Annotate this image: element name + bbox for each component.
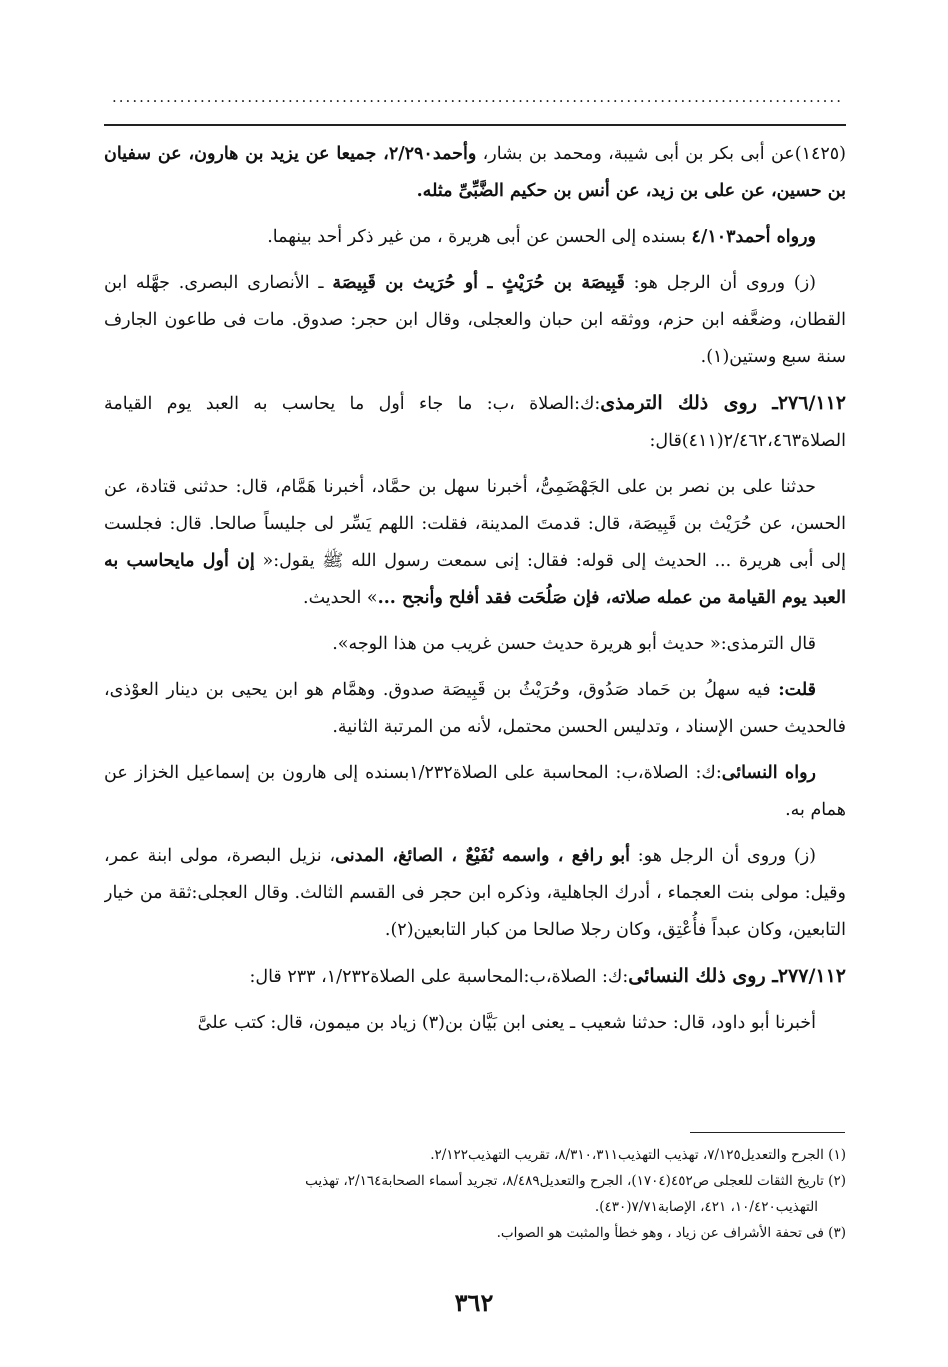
text-run-bold: رواه النسائى [721,763,816,783]
narrator-name: أبو رافع ، واسمه نُفَيْعٌ ، الصائغ، المدنى [335,846,630,866]
paragraph-abu-rafi [104,838,846,949]
text-run: » الحديث. [303,588,378,608]
paragraph-tirmidhi: قال الترمذى:« حديث أبو هريرة حديث حسن غريب من هذا الوجه». [332,634,816,654]
text-run: حدثنا على بن نصر بن على الجَهْضَمِىُّ، أخبرنا سهل بن حمَّاد، أخبرنا هَمَّام، قال: حدثنى قتادة، عن الحسن، عن حُرَيْث بن قَبِيصَة، قال: قدمتَ المدينة، فقلت: اللهم يَسِّر لى جليساً صالحا. قال: فجلست إلى أبى هريرة ... الحديث إلى قوله: فقال: إنى سمعت رسول الله ﷺ يقول:« [104,477,846,571]
text-run: فيه سهلُ بن حَماد صَدُوق، وحُرَيْثُ بن قَبِيصَة صدوق. وهمَّام هو ابن يحيى بن دينار العوْذى، فالحديث حسن الإسناد ، وتدليس الحسن محتمل، لأنه من المرتبة الثانية. [104,680,846,737]
footnote-3: (٣) فى تحفة الأشراف عن زياد ، وهو خطأ والمثبت هو الصواب. [496,1225,846,1241]
paragraph-3 [104,265,846,376]
paragraph-last: أخبرنا أبو داود، قال: حدثنا شعيب ـ يعنى ابن بَيَّان بن(٣) زياد بن ميمون، قال: كتب علىَّ [197,1013,816,1033]
paragraph-2 [104,219,846,256]
hadith-matn: إن أول مايحاسب به العبد يوم القيامة من عمله صلاته، فإن صَلُحَت فقد أفلح وأنجح ... [104,551,846,608]
hadith-276-heading [104,385,846,460]
footnote-2-continued: التهذيب١٠/٤٢٠، ٤٢١، الإصابة٧/٧١(٤٣٠). [594,1199,818,1215]
hadith-277-heading [104,958,846,996]
text-run: :ك: الصلاة،ب:المحاسبة على الصلاة١/٢٣٢، ٢٣٣ قال: [249,967,629,987]
footnote-2: (٢) تاريخ الثقات للعجلى ص٤٥٢(١٧٠٤)، الجرح والتعديل٨/٤٨٩، تجريد أسماء الصحابة٢/١٦٤، تهذيب [305,1173,846,1189]
main-text [104,136,846,1106]
text-run: (١٤٢٥)عن أبى بكر بن أبى شيبة، ومحمد بن بشار، [476,144,846,164]
text-run-bold: ورواه أحمد٤/١٠٣ [691,227,816,247]
text-run-bold: قلت: [778,680,816,700]
paragraph-isnad [104,469,846,617]
hadith-number: ٢٧٧/١١٢ـ روى ذلك النسائى [628,965,846,987]
text-run: (ز) وروى أن الرجل هو: [624,273,817,293]
hadith-number: ٢٧٦/١١٢ـ روى ذلك الترمذى [600,392,846,414]
footnote-separator [690,1132,845,1133]
paragraph-1 [104,136,846,210]
narrator-name: قَبِيصَة بن حُرَيْثٍ ـ أو حُرَيث بن قَبِيصَة [332,273,625,293]
text-run: بسنده إلى الحسن عن أبى هريرة ، من غير ذكر أحد بينهما. [267,227,692,247]
text-run: :ك: الصلاة،ب: المحاسبة على الصلاة١/٢٣٢بسنده إلى هارون بن إسماعيل الخزاز عن همام به. [104,763,846,820]
paragraph-qultu [104,672,846,746]
text-run: ـ الأنصارى البصرى. جهَّله ابن القطان، وضعَّفه ابن حزم، ووثقه ابن حبان والعجلى، وقال ابن حجر: صدوق. مات فى طاعون الجارف سنة سبع وستين(١). [104,273,846,367]
paragraph-nasai [104,755,846,829]
footnotes [106,1142,846,1278]
footnote-1: (١) الجرح والتعديل٧/١٢٥، تهذيب التهذيب٨/٣١٠،٣١١، تقريب التهذيب٢/١٢٢. [430,1147,846,1163]
text-run: (ز) وروى أن الرجل هو: [629,846,816,866]
header-rule [104,124,846,126]
text-run-bold: وأحمد٢/٢٩٠، جميعا عن يزيد بن هارون، عن سفيان بن حسين، عن على بن زيد، عن أنس بن حكيم الضَّبِّىِّ مثله. [104,144,846,201]
header-dotted-line: ............................................................................................................ [112,88,843,106]
page-number: ٣٦٢ [454,1288,494,1317]
text-run: ، نزيل البصرة، مولى ابنة عمر، وقيل: مولى بنت العجماء ، أدرك الجاهلية، وذكره ابن حجر فى القسم الثالث. وقال العجلى:ثقة من خيار التابعين، وكان عبداً فأُعْتِق، وكان رجلا صالحا من كبار التابعين(٢). [104,846,846,940]
text-run: :ك:الصلاة ،ب: ما جاء أول ما يحاسب به العبد يوم القيامة الصلاة٢/٤٦٢،٤٦٣(٤١١)قال: [104,394,846,451]
